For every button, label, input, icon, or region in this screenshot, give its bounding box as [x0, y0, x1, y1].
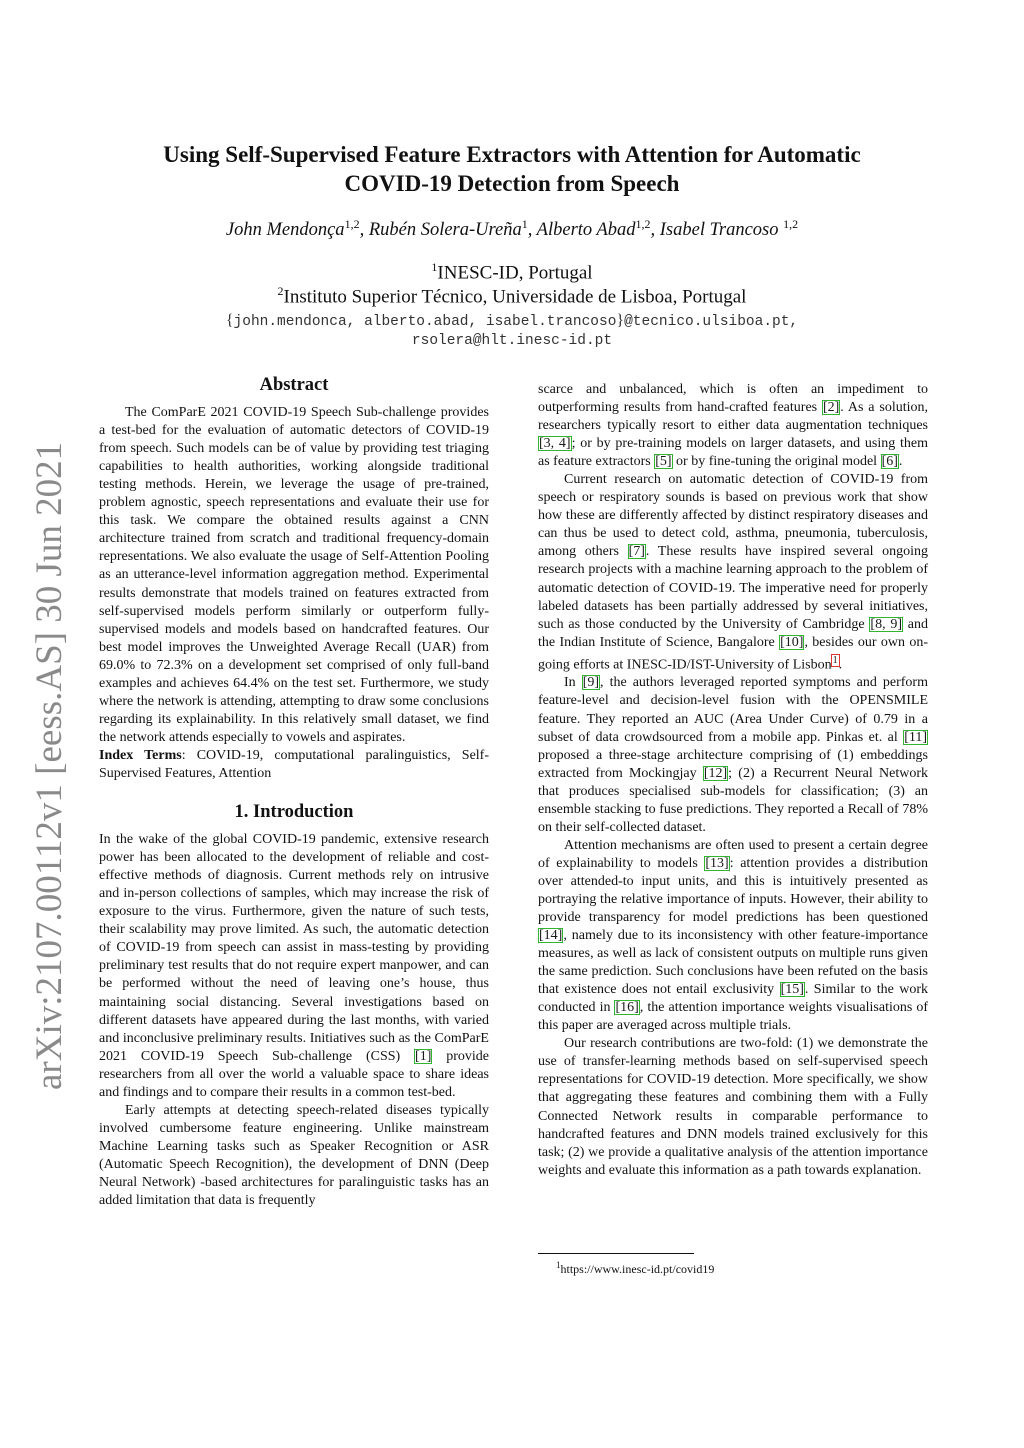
affiliation-number: 2	[277, 284, 284, 298]
title-line-2: COVID-19 Detection from Speech	[344, 171, 680, 196]
index-terms	[99, 747, 489, 783]
citation-link[interactable]: [9]	[582, 675, 600, 691]
citation-link[interactable]: [3, 4]	[539, 436, 571, 452]
affiliation-2	[0, 284, 1024, 308]
author-separator: ,	[650, 220, 660, 241]
affiliation-number: 1	[431, 260, 438, 274]
author-affiliation: 1	[521, 217, 528, 231]
author-affiliation: 1,2	[344, 217, 360, 231]
body-text: . These results have inspired several ongoing research projects with a machine learning approach to the problem of automatic detection of COVID-19. The imperative need for properly labeled datasets has been partially addressed by several initiatives, such as those conducted by the University of Cambridge	[538, 544, 928, 632]
citation-link[interactable]: [15]	[780, 982, 804, 998]
footnote-url[interactable]: https://www.inesc-id.pt/covid19	[560, 1262, 715, 1276]
footnote-divider	[538, 1253, 694, 1254]
citation-link[interactable]: [7]	[628, 544, 645, 560]
body-text: scarce and unbalanced, which is often an impediment to outperforming results from hand-crafted features	[538, 382, 928, 416]
intro-paragraph-2: Early attempts at detecting speech-related diseases typically involved cumbersome feature engineering. Unlike mainstream Machine Learning tasks such as Speaker Recognition or ASR (Automatic Speech Recognition), the development of DNN (Deep Neural Network) -based architectures for paralinguistic tasks has an added limitation that data is frequently	[99, 1102, 489, 1209]
footnote-number: 1	[556, 1260, 561, 1270]
right-paragraph-4	[538, 837, 928, 1036]
citation-link[interactable]: [8, 9]	[870, 616, 903, 632]
body-text: , the authors leveraged reported symptoms and perform feature-level and decision-level fusion with the OPENSMILE feature. They reported an AUC (Area Under Curve) of 0.79 in a subset of data crowdsourced from a mobile app. Pinkas et. al	[538, 675, 928, 745]
author-name: Isabel Trancoso	[659, 220, 784, 241]
body-text: : attention provides a distribution over attended-to input units, and this is intuitively presented as portraying the relative importance of inputs. However, their ability to provide transparency for model predictions has been questioned	[538, 855, 928, 926]
body-text: .	[898, 454, 903, 470]
intro-text: provide researchers from all over the world a valuable space to share ideas and findings and to compare their results in a common test-bed.	[99, 1048, 489, 1100]
author-affiliation: 1,2	[635, 217, 651, 231]
citation-link[interactable]: [1]	[415, 1048, 432, 1064]
right-paragraph-5: Our research contributions are two-fold: (1) we demonstrate the use of transfer-learning methods based on self-supervised speech representations for COVID-19 detection. More specifically, we show that aggregating these features and combining them with a Fully Connected Network results in comparable performance to handcrafted features and DNN models trained exclusively for this task; (2) we provide a qualitative analysis of the attention importance weights and evaluate this information as a path towards explanation.	[538, 1036, 928, 1178]
body-text: , besides our own on-going efforts at INESC-ID/IST-University of Lisbon	[538, 634, 928, 673]
body-text: or by fine-tuning the original model	[672, 454, 881, 470]
index-terms-label: Index Terms	[99, 747, 182, 763]
body-text: ; or by pre-training models on larger datasets, and using them as feature extractors	[538, 436, 929, 470]
author-affiliation: 1,2	[783, 217, 799, 231]
author-separator: ,	[527, 220, 537, 241]
body-text: . As a solution, researchers typically resort to either data augmentation techniques	[538, 400, 928, 434]
affiliation-1	[0, 260, 1024, 284]
body-text: , namely due to its inconsistency with other feature-importance measures, as well as lack of consistent outputs on multiple runs given the same prediction. Such conclusions have been refuted on the basis that existence does not entail exclusivity	[538, 928, 928, 998]
abstract-heading: Abstract	[259, 375, 329, 395]
citation-link[interactable]: [14]	[539, 928, 563, 944]
citation-link[interactable]: [13]	[705, 855, 729, 871]
citation-link[interactable]: [11]	[904, 729, 927, 745]
citation-link[interactable]: [2]	[822, 400, 840, 416]
author-name: John Mendonça	[225, 220, 345, 241]
citation-link[interactable]: [16]	[615, 1000, 639, 1016]
body-text: proposed a three-stage architecture comprising of (1) embeddings extracted from Mockingjay	[538, 747, 928, 781]
citation-link[interactable]: [10]	[780, 634, 804, 650]
citation-link[interactable]: [6]	[881, 454, 898, 470]
body-text: Current research on automatic detection of COVID-19 from speech or respiratory sounds is based on previous work that show how these are differently affected by distinct respiratory diseases and can thus be used to detect cold, asthma, pneumonia, tuberculosis, among others	[538, 472, 928, 560]
arxiv-identifier: arXiv:2107.00112v1 [eess.AS] 30 Jun 2021	[29, 441, 70, 1090]
citation-link[interactable]: [5]	[655, 454, 672, 470]
footnote	[556, 1260, 714, 1277]
right-paragraph-1	[538, 381, 928, 471]
title-line-1: Using Self-Supervised Feature Extractors with Attention for Automatic	[163, 142, 861, 167]
section-heading-introduction: 1. Introduction	[234, 802, 354, 823]
intro-text: In the wake of the global COVID-19 pandemic, extensive research power has been allocated to the development of reliable and cost-effective methods of diagnosis. Current methods rely on intrusive and in-person collections of samples, which may increase the risk of exposure to the virus. Furthermore, given the nature of such tests, their scalability may prove limited. As such, the automatic detection of COVID-19 from speech can assist in mass-testing by providing preliminary test results that do not require expert manpower, and can be performed without the need of leaving one’s house, thus maintaining social distancing. Several investigations based on different datasets have appeared during the last months, with varied and inconclusive preliminary results. Initiatives such as the ComParE 2021 COVID-19 Speech Sub-challenge (CSS)	[99, 832, 489, 1064]
abstract-text: The ComParE 2021 COVID-19 Speech Sub-challenge provides a test-bed for the evaluation of automatic detectors of COVID-19 from speech. Such models can be of value by providing test triaging capabilities to health authorities, working alongside traditional testing methods. Herein, we leverage the usage of pre-trained, problem agnostic, speech representations and evaluate their use for this task. We compare the obtained results against a CNN architecture trained from scratch and traditional frequency-domain representations. We also evaluate the usage of Self-Attention Pooling as an utterance-level information aggregation method. Experimental results demonstrate that models trained on features extracted from self-supervised models perform similarly or outperform fully-supervised models and models based on handcrafted features. Our best model improves the Unweighted Average Recall (UAR) from 69.0% to 72.3% on a development set comprised of only full-band examples and achieves 64.4% on the test set. Furthermore, we study where the network is attending, attempting to draw some conclusions regarding its explainability. In this relatively small dataset, we find the network attends especially to vowels and aspirates.	[99, 405, 489, 745]
brace-close: }	[616, 312, 625, 329]
footnote-link[interactable]: 1	[832, 654, 838, 666]
body-text: In	[564, 675, 582, 691]
paper-title	[0, 140, 1024, 198]
author-name: Rubén Solera-Ureña	[368, 220, 522, 241]
body-text: ; (2) a Recurrent Neural Network that produces specialised sub-models for classification; (3) an ensemble stacking to fuse predictions. They reported a Recall of 78% on their self-collected dataset.	[538, 765, 928, 835]
email-domain: @tecnico.ulsiboa.pt,	[624, 314, 799, 330]
right-column	[538, 381, 928, 1180]
affiliation-text: INESC-ID, Portugal	[437, 262, 593, 284]
left-column	[99, 376, 489, 1210]
author-separator: ,	[359, 220, 369, 241]
body-text: . Similar to the work conducted in	[538, 982, 928, 1016]
email-line-2: rsolera@hlt.inesc-id.pt	[411, 333, 613, 349]
body-text: , the attention importance weights visualisations of this paper are averaged across multiple trials.	[538, 1000, 928, 1034]
citation-link[interactable]: [12]	[703, 765, 728, 781]
author-list	[0, 217, 1024, 241]
index-terms-text: : COVID-19, computational paralinguistics, Self-Supervised Features, Attention	[99, 747, 490, 781]
brace-open: {	[225, 312, 234, 329]
email-names: john.mendonca, alberto.abad, isabel.trancoso	[233, 314, 617, 330]
affiliation-text: Instituto Superior Técnico, Universidade de Lisboa, Portugal	[283, 286, 747, 308]
body-text: Attention mechanisms are often used to present a certain degree of explainability to models	[538, 837, 928, 871]
email-line-1	[0, 311, 1024, 332]
intro-paragraph-1	[99, 831, 489, 1102]
right-paragraph-3	[538, 674, 928, 836]
author-name: Alberto Abad	[536, 220, 636, 241]
body-text: .	[838, 657, 843, 673]
author-emails	[0, 311, 1024, 351]
right-paragraph-2	[538, 471, 928, 674]
body-text: and the Indian Institute of Science, Bangalore	[538, 616, 929, 650]
